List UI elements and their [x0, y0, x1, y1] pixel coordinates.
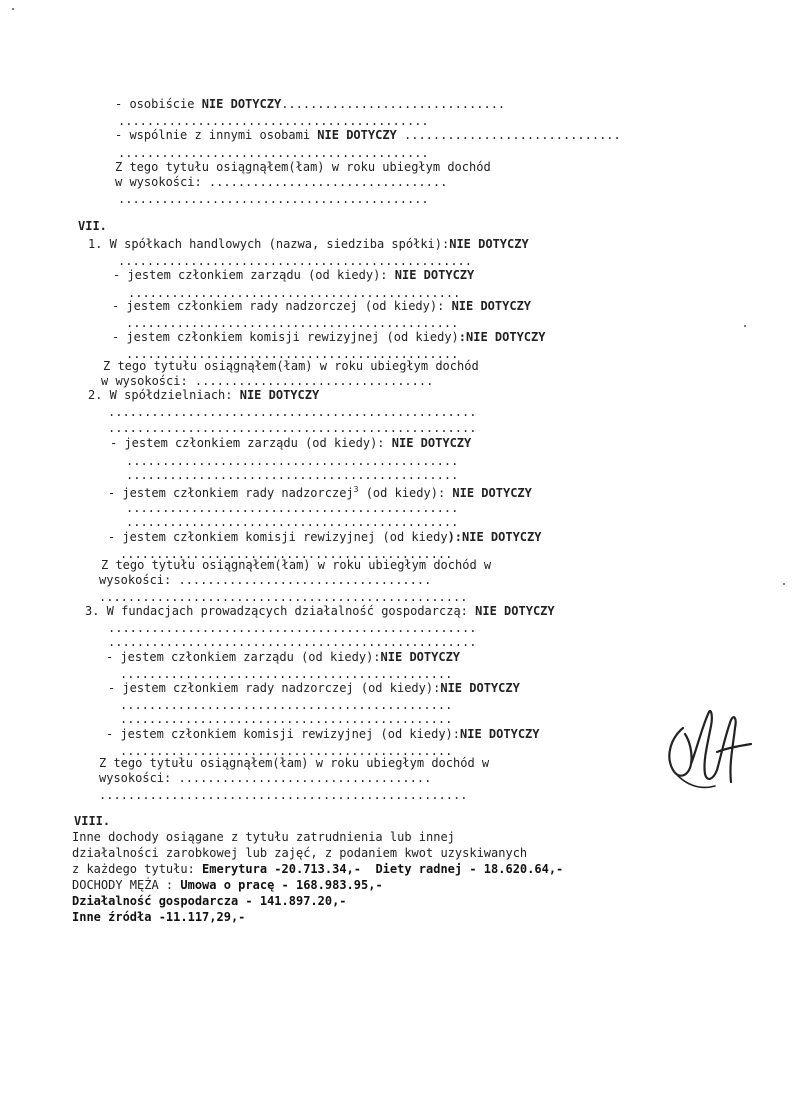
komisja-rewizyjna-line: - jestem członkiem komisji rewizyjnej (od kiedy):NIE DOTYCZY — [106, 727, 540, 741]
fundacje-line: 3. W fundacjach prowadzących działalność gospodarczą: NIE DOTYCZY — [85, 604, 555, 618]
dotted-line: ........................................... — [118, 114, 429, 128]
wspolnie-line: - wspólnie z innymi osobami NIE DOTYCZY .............................. — [115, 128, 621, 142]
scan-speck — [744, 325, 746, 327]
dotted-line: .............................................. — [126, 454, 459, 468]
rada-nadzorcza-line: - jestem członkiem rady nadzorczej (od kiedy): NIE DOTYCZY — [112, 299, 532, 313]
other-income-line-3: z każdego tytułu: Emerytura -20.713.34,- Diety radnej - 18.620.64,- — [72, 862, 564, 876]
other-income-line-2: działalności zarobkowej lub zajęć, z podaniem kwot uzyskiwanych — [72, 846, 528, 860]
dotted-line: ................................................... — [108, 405, 477, 419]
dotted-line: ........................................... — [118, 146, 429, 160]
scan-speck — [783, 583, 785, 585]
pension-and-allowance-values: Emerytura -20.713.34,- Diety radnej - 18.620.64,- — [202, 862, 564, 876]
dotted-line: ................................................... — [108, 621, 477, 635]
income-amount: w wysokości: ................................. — [101, 374, 434, 388]
dotted-line: ................................................... — [99, 788, 468, 802]
income-amount: w wysokości: ................................. — [115, 175, 448, 189]
dotted-line: .............................................. — [120, 698, 453, 712]
zarzad-line: - jestem członkiem zarządu (od kiedy): NIE DOTYCZY — [113, 268, 475, 282]
zarzad-line: - jestem członkiem zarządu (od kiedy):NIE DOTYCZY — [106, 650, 461, 664]
zarzad-line: - jestem członkiem zarządu (od kiedy): NIE DOTYCZY — [110, 436, 472, 450]
section-viii-header: VIII. — [74, 814, 111, 828]
spoldzielnie-line: 2. W spółdzielniach: NIE DOTYCZY — [88, 388, 320, 402]
footnote-marker: 3 — [353, 485, 359, 494]
income-amount: wysokości: ................................... — [99, 573, 432, 587]
dotted-line: .............................................. — [126, 316, 459, 330]
dotted-line: ................................................... — [108, 635, 477, 649]
dotted-line: ........................................... — [118, 192, 429, 206]
dotted-line: .............................................. — [126, 468, 459, 482]
income-amount: wysokości: ................................... — [99, 771, 432, 785]
income-statement: Z tego tytułu osiągnąłem(łam) w roku ubiegłym dochód — [115, 160, 491, 174]
spouse-income-line: DOCHODY MĘŻA : Umowa o pracę - 168.983.95,- — [72, 878, 383, 892]
business-activity-line: Działalność gospodarcza - 141.897.20,- — [72, 894, 347, 908]
osobiscie-value: NIE DOTYCZY — [201, 97, 282, 111]
dotted-line: .............................................. — [128, 286, 461, 300]
dotted-line: .............................................. — [126, 515, 459, 529]
spolki-handlowe-line: 1. W spółkach handlowych (nazwa, siedziba spółki):NIE DOTYCZY — [88, 237, 529, 251]
other-sources-line: Inne źródła -11.117,29,- — [72, 910, 246, 924]
dotted-line: ................................................... — [99, 590, 468, 604]
dotted-line: .............................................. — [120, 712, 453, 726]
scan-speck — [12, 8, 14, 10]
section-vii-header: VII. — [78, 219, 107, 233]
rada-nadzorcza-line: - jestem członkiem rady nadzorczej$^3$ (od kiedy): NIE DOTYCZY — [108, 485, 532, 500]
komisja-rewizyjna-line: - jestem członkiem komisji rewizyjnej (od kiedy):NIE DOTYCZY — [112, 330, 546, 344]
employment-contract-value: Umowa o pracę - 168.983.95,- — [180, 878, 383, 892]
dotted-line: .............................................. — [120, 667, 453, 681]
other-income-line-1: Inne dochody osiągane z tytułu zatrudnienia lub innej — [72, 830, 455, 844]
dotted-line: .............................................. — [126, 501, 459, 515]
rada-nadzorcza-line: - jestem członkiem rady nadzorczej (od kiedy):NIE DOTYCZY — [108, 681, 520, 695]
komisja-rewizyjna-line: - jestem członkiem komisji rewizyjnej (od kiedy):NIE DOTYCZY — [108, 530, 542, 544]
income-statement: Z tego tytułu osiągnąłem(łam) w roku ubiegłym dochód — [103, 359, 479, 373]
dotted-line: .............................................. — [120, 744, 453, 758]
dotted-line: ................................................... — [108, 421, 477, 435]
income-statement: Z tego tytułu osiągnąłem(łam) w roku ubiegłym dochód w — [101, 558, 492, 572]
income-statement: Z tego tytułu osiągnąłem(łam) w roku ubiegłym dochód w — [99, 756, 490, 770]
osobiscie-line: - osobiście NIE DOTYCZY............................... — [115, 97, 506, 111]
dotted-line: .............................................. — [126, 347, 459, 361]
wspolnie-value: NIE DOTYCZY — [317, 128, 397, 142]
dotted-line: .............................................. — [120, 547, 453, 561]
handwritten-signature — [655, 690, 765, 800]
dotted-line: ................................................. — [118, 254, 473, 268]
